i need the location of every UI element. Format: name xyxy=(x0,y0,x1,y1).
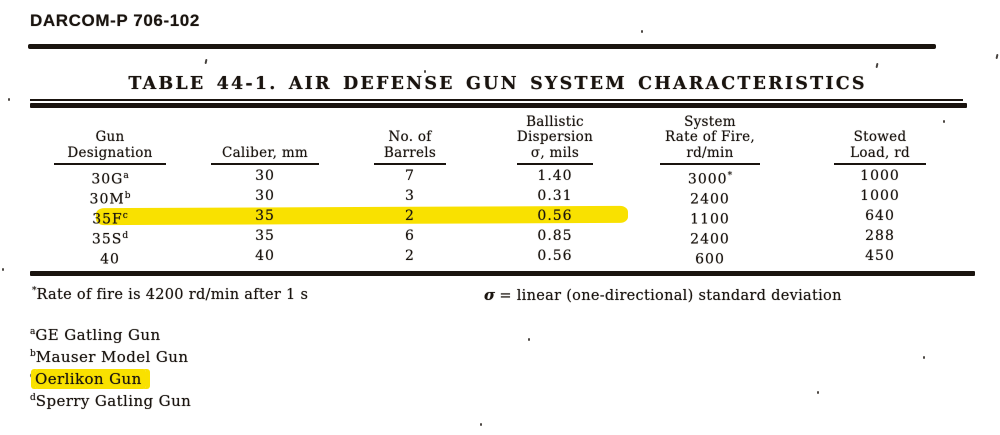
cell-designation: $30G^a$ xyxy=(91,171,129,188)
cell-designation: $30M^b$ xyxy=(89,191,131,208)
table-row xyxy=(30,226,970,246)
footnote-ge-gatling: $^a$GE Gatling Gun xyxy=(30,326,161,344)
footnote-marker: d xyxy=(122,231,129,241)
footnote-marker: b xyxy=(30,349,36,359)
scan-speck xyxy=(876,63,879,68)
scan-speck xyxy=(205,59,208,64)
footnote-marker: c xyxy=(122,211,128,221)
cell-stowed: 450 xyxy=(865,248,895,264)
cell-barrels: 2 xyxy=(405,208,415,224)
cell-rate: 3000* xyxy=(687,171,733,188)
table-bottom-rule xyxy=(30,271,975,276)
header-line: Ballistic xyxy=(526,113,584,130)
cell-caliber: 30 xyxy=(255,168,275,184)
header-line: System xyxy=(684,113,736,130)
column-header-gun-designation xyxy=(30,109,190,165)
cell-barrels: 7 xyxy=(405,168,415,184)
header-line: Gun xyxy=(95,129,125,145)
scan-speck xyxy=(923,356,925,359)
scan-speck xyxy=(2,268,4,271)
table-title: TABLE 44-1. AIR DEFENSE GUN SYSTEM CHARACTERISTICS xyxy=(128,74,867,94)
column-header-caliber xyxy=(190,109,340,165)
scan-speck xyxy=(817,391,819,394)
column-header-dispersion xyxy=(480,109,630,165)
footnote-marker: * xyxy=(727,171,733,181)
footnote-marker: b xyxy=(124,191,131,201)
cell-rate: 2400 xyxy=(690,231,730,248)
footnote-marker: a xyxy=(123,171,129,181)
asterisk-marker: * xyxy=(32,286,37,296)
column-header-rate-of-fire xyxy=(630,109,790,165)
scan-speck xyxy=(641,30,643,33)
table-row xyxy=(30,166,970,186)
table-header-row xyxy=(30,109,970,165)
table-top-rule xyxy=(30,103,967,108)
scan-speck xyxy=(996,54,999,59)
cell-stowed: 1000 xyxy=(860,188,900,204)
scan-speck xyxy=(943,120,945,123)
header-underline xyxy=(54,163,166,165)
scan-speck xyxy=(528,338,530,341)
footnote-marker: d xyxy=(30,393,36,403)
scan-speck xyxy=(424,70,426,73)
table-row xyxy=(30,246,970,266)
cell-caliber: 40 xyxy=(255,248,275,264)
footnote-marker: a xyxy=(30,327,36,337)
cell-stowed: 288 xyxy=(865,228,895,244)
table-row xyxy=(30,186,970,206)
column-header-stowed-load xyxy=(790,109,970,165)
scan-speck xyxy=(480,423,482,426)
header-underline xyxy=(374,163,446,165)
cell-dispersion: 0.31 xyxy=(537,188,573,204)
table-row-highlighted xyxy=(30,206,970,226)
cell-barrels: 2 xyxy=(405,248,415,264)
cell-dispersion: 0.56 xyxy=(537,208,573,224)
header-line: Stowed xyxy=(853,129,907,145)
header-line: rd/min xyxy=(686,144,734,161)
cell-caliber: 35 xyxy=(255,208,275,224)
rate-of-fire-footnote: *Rate of fire is 4200 rd/min after 1 s xyxy=(32,286,309,303)
footnote-marker: c xyxy=(30,371,36,381)
header-line: Barrels xyxy=(383,144,437,161)
header-line: Dispersion xyxy=(516,129,594,145)
header-line: Caliber, mm xyxy=(221,144,309,161)
header-line: No. of xyxy=(388,129,432,145)
header-underline xyxy=(660,163,760,165)
document-number: DARCOM-P 706-102 xyxy=(30,11,200,30)
header-rule xyxy=(28,44,936,49)
cell-stowed: 640 xyxy=(865,208,895,224)
sigma-definition-note: σ = linear (one-directional) standard deviation xyxy=(484,286,842,304)
cell-designation: $35S^d$ xyxy=(91,231,129,248)
cell-dispersion: 0.56 xyxy=(537,248,573,264)
cell-stowed: 1000 xyxy=(860,168,900,184)
header-underline xyxy=(517,163,593,165)
table-body xyxy=(30,166,970,266)
header-underline xyxy=(834,163,926,165)
cell-rate: 1100 xyxy=(690,211,730,228)
cell-barrels: 6 xyxy=(405,228,415,244)
header-underline xyxy=(211,163,319,165)
header-line: Load, rd xyxy=(850,144,910,161)
footnote-mauser: $^b$Mauser Model Gun xyxy=(30,348,189,366)
title-underline xyxy=(30,99,963,101)
header-line: Designation xyxy=(67,144,153,161)
scan-speck xyxy=(8,98,10,101)
cell-caliber: 35 xyxy=(255,228,275,244)
cell-caliber: 30 xyxy=(255,188,275,204)
cell-designation: $35F^c$ xyxy=(92,211,128,228)
footnote-sperry: $^d$Sperry Gatling Gun xyxy=(30,392,192,410)
cell-rate: 600 xyxy=(695,251,725,268)
cell-dispersion: 1.40 xyxy=(537,168,573,184)
cell-designation: 40 xyxy=(100,251,120,268)
header-line: Rate of Fire, xyxy=(665,129,755,145)
column-header-barrels xyxy=(340,109,480,165)
footnote-list xyxy=(30,321,195,409)
header-line: σ, mils xyxy=(530,144,580,161)
cell-rate: 2400 xyxy=(690,191,730,208)
cell-barrels: 3 xyxy=(405,188,415,204)
footnote-oerlikon-highlighted: $^c$Oerlikon Gun xyxy=(30,365,195,387)
cell-dispersion: 0.85 xyxy=(537,228,573,244)
sigma-symbol: σ xyxy=(484,286,496,304)
